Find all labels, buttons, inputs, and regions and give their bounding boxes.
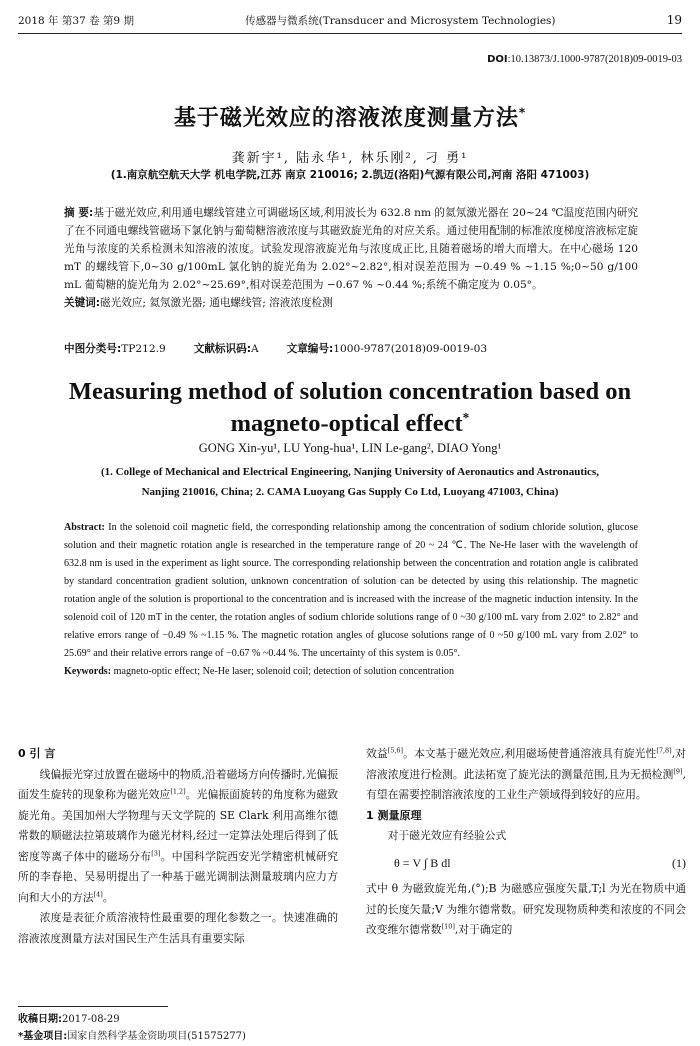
intro-r1-d: ,有望在需要控制溶液浓度的工业生产领域得到较好的应用。 bbox=[366, 767, 686, 801]
intro-p1-a: 线偏振光穿过放置在磁场中的物质,沿着磁场方向传播时,光偏振面发生旋转的现象称为磁光效应 bbox=[18, 767, 338, 801]
principle-text-b: ,对于确定的 bbox=[454, 923, 513, 936]
cn-keywords: 磁光效应; 氦氖激光器; 通电螺线管; 溶液浓度检测 bbox=[100, 297, 333, 309]
received-label: 收稿日期: bbox=[18, 1014, 62, 1025]
citation: [3] bbox=[151, 848, 161, 857]
classification-line bbox=[64, 341, 638, 356]
received-date bbox=[18, 1010, 120, 1025]
principle-paragraph bbox=[366, 879, 686, 941]
en-title-line2: magneto-optical effect bbox=[230, 410, 463, 437]
principle-intro: 对于磁光效应有经验公式 bbox=[387, 829, 507, 842]
running-header bbox=[18, 12, 682, 28]
clc-label: 中图分类号: bbox=[64, 343, 122, 355]
en-authors: GONG Xin-yu¹, LU Yong-hua¹, LIN Le-gang², DIAO Yong¹ bbox=[198, 441, 502, 455]
citation: [1,2] bbox=[170, 787, 186, 796]
cn-title bbox=[0, 101, 700, 132]
citation: [9] bbox=[673, 766, 683, 775]
intro-p1-b: 。光偏振面旋转的角度称为磁致旋光角。美国加州大学物理与天文学院的 SE Clark 利用高维尔德常数的顺磁法拉第玻璃作为磁光材料,经过一定算法处理后得到了低密度等离子体中的磁场分布 bbox=[18, 788, 338, 863]
intro-r1-a: 效益 bbox=[366, 747, 388, 760]
clc-value: TP212.9 bbox=[121, 343, 166, 355]
citation: [5,6] bbox=[387, 746, 404, 755]
en-title-line1: Measuring method of solution concentration based on bbox=[68, 378, 632, 405]
article-no-value: 1000-9787(2018)09-0019-03 bbox=[333, 343, 488, 355]
intro-r1-b: 。本文基于磁光效应,利用磁场使普通溶液具有旋光性 bbox=[403, 747, 657, 760]
cn-abstract-text: 基于磁光效应,利用通电螺线管建立可调磁场区域,利用波长为 632.8 nm 的氦氖激光器在 20~24 ℃温度范围内研究了在不同通电螺线管磁场下氯化钠与葡萄糖溶液浓度与其磁致旋光角的对应关系。通过使用配制的标准浓度梯度溶液标定旋光角与浓度的关系检测未知溶液的浓度。试验发现溶液旋光角与浓度成正比,且随着磁场的增大而增大。在中心磁场 120 mT 的螺线管下,0~30 g/100mL 氯化钠的旋光角为 2.02°~2.82°,相对误差范围为 −0.49 % ~1.15 %;0~50 g/100 mL 葡萄糖的旋光角为 2.02°~25.69°,相对误差范围为 −0.67 % ~0.44 %;系统不确定度为 0.05°。 bbox=[64, 207, 638, 291]
article-no-label: 文章编号: bbox=[286, 343, 334, 355]
doc-code-label: 文献标识码: bbox=[193, 343, 251, 355]
equation-1-number: (1) bbox=[672, 855, 686, 870]
en-abstract bbox=[64, 519, 638, 681]
citation: [4] bbox=[93, 889, 103, 898]
cn-abstract-label: 摘 要: bbox=[64, 207, 94, 219]
intro-p1-d: 。 bbox=[102, 890, 114, 904]
intro-paragraph-2: 浓度是表征介质溶液特性最重要的理化参数之一。快速准确的溶液浓度测量方法对国民生产生活具有重要实际 bbox=[18, 911, 338, 945]
en-keywords: magneto-optic effect; Ne-He laser; solenoid coil; detection of solution concentration bbox=[113, 666, 455, 677]
page-number: 19 bbox=[666, 13, 682, 27]
en-affiliations bbox=[0, 462, 700, 502]
cn-affiliations: (1.南京航空航天大学 机电学院,江苏 南京 210016; 2.凯迈(洛阳)气源有限公司,河南 洛阳 471003) bbox=[110, 169, 590, 181]
section-1-heading: 1 测量原理 bbox=[366, 808, 422, 822]
en-title-mark: * bbox=[462, 409, 470, 425]
intro-r1-c: ,对溶液浓度进行检测。此法拓宽了旋光法的测量范围,且为无损检测 bbox=[366, 747, 686, 781]
section-0-heading: 0 引 言 bbox=[18, 747, 56, 760]
cn-authors: 龚新宇¹, 陆永华¹, 林乐刚², 刁 勇¹ bbox=[231, 151, 469, 166]
fund-note bbox=[18, 1027, 246, 1042]
doi bbox=[487, 54, 682, 65]
en-title bbox=[0, 376, 700, 440]
en-affil-line2: Nanjing 210016, China; 2. CAMA Luoyang Gas Supply Co Ltd, Luoyang 471003, China) bbox=[141, 486, 559, 498]
en-affil-line1: (1. College of Mechanical and Electrical Engineering, Nanjing University of Aeronautics and Astronautics, bbox=[101, 466, 599, 478]
cn-title-text: 基于磁光效应的溶液浓度测量方法 bbox=[173, 106, 519, 131]
citation: [7,8] bbox=[656, 746, 672, 755]
doi-value: :10.13873/J.1000-9787(2018)09-0019-03 bbox=[507, 54, 682, 65]
en-abstract-text: In the solenoid coil magnetic field, the corresponding relationship among the concentration of sodium chloride solution, glucose solution and their magnetic rotation angle is researched in the temperature range of 20 ~ 24 ℃. The Ne-He laser with the wavelength of 632.8 nm is used in the experiment as light source. The corresponding relationship between the concentration and rotation angle is calibrated by standard concentration gradient solution, unknown concentration of solution can be detected by using this relationship. The magnetic rotation angle of the solution is proportional to the concentration and is increased with the increase of the magnetic induction intensity. In the solenoid coil of 120 mT in the center, the rotation angles of sodium chloride solutions range of 0 ~30 g/100 mL vary from 2.02° to 2.82° and relative errors range of −0.49 % ~1.15 %. The magnetic rotation angles of glucose solutions range of 0 ~50 g/100 mL vary from 2.02° to 25.69° and their relative errors range of −0.67 % ~0.44 %. The uncertainty of this system is 0.05°. bbox=[64, 522, 638, 659]
journal-name: 传感器与微系统(Transducer and Microsystem Technologies) bbox=[245, 14, 556, 27]
citation: [10] bbox=[441, 922, 455, 931]
intro-p1-c: 。中国科学院西安光学精密机械研究所的李春艳、吴易明提出了一种基于磁光调制法测量玻璃内应力方向和大小的方法 bbox=[18, 849, 339, 904]
equation-1 bbox=[366, 853, 686, 874]
equation-1-body: θ = V ∫ B dl bbox=[394, 855, 451, 870]
cn-keywords-label: 关键词: bbox=[64, 297, 101, 309]
body-column-left bbox=[18, 744, 338, 949]
footnote-rule bbox=[18, 1006, 168, 1007]
intro-paragraph-1 bbox=[18, 765, 338, 909]
doi-label: DOI bbox=[487, 54, 508, 65]
journal-issue: 2018 年 第37 卷 第9 期 bbox=[18, 14, 134, 27]
cn-abstract bbox=[64, 204, 638, 312]
intro-paragraph-2-cont bbox=[366, 744, 686, 806]
fund-label: *基金项目: bbox=[18, 1031, 68, 1042]
principle-text: 式中 θ 为磁致旋光角,(°);B 为磁感应强度矢量,T;l 为光在物质中通过的长度矢量;V 为维尔德常数。研究发现物质种类和浓度的不同会改变维尔德常数 bbox=[366, 882, 686, 936]
fund-value: 国家自然科学基金资助项目(51575277) bbox=[67, 1031, 246, 1042]
en-keywords-label: Keywords: bbox=[64, 666, 112, 677]
body-column-right bbox=[366, 744, 686, 941]
en-abstract-label: Abstract: bbox=[64, 522, 105, 533]
cn-title-mark: * bbox=[518, 105, 527, 120]
header-rule bbox=[18, 33, 682, 34]
doc-code-value: A bbox=[250, 343, 259, 355]
received-value: 2017-08-29 bbox=[62, 1014, 120, 1025]
